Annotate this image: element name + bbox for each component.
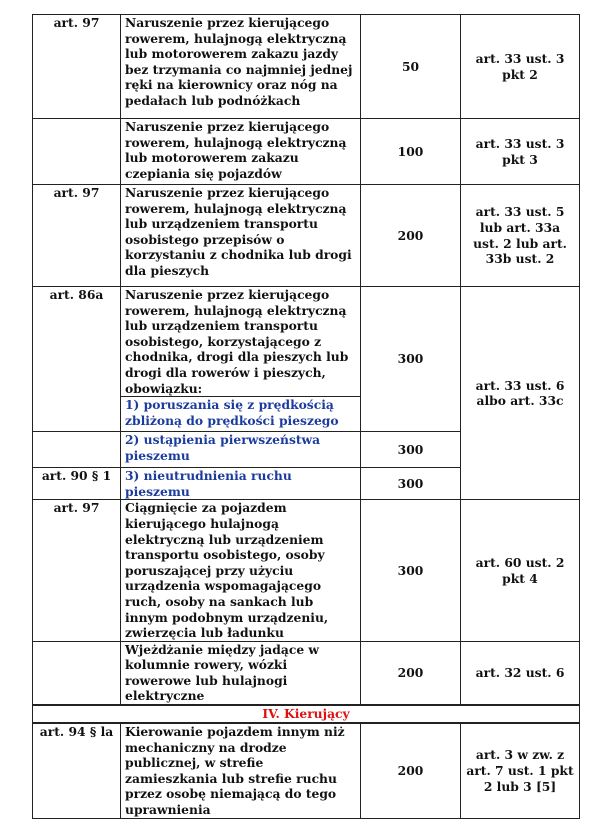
fine-amount: 300 [361,432,461,468]
offense-subitem: 1) poruszania się z prędkością zbliżoną do prędkości pieszego [121,397,361,432]
fine-amount: 300 [361,287,461,432]
legal-basis: art. 60 ust. 2 pkt 4 [461,500,580,641]
offense-description: Ciągnięcie za pojazdem kierującego hulajnogą elektryczną lub urządzeniem transportu osobistego, osoby poruszającej przy użyciu urządzenia wspomagającego ruch, osoby na sankach lub innym podobnym urządzeniu, zwierzęcia lub ładunku [121,500,361,641]
fine-amount: 200 [361,723,461,818]
offense-subitem: 3) nieutrudnienia ruchu pieszemu [121,468,361,500]
legal-basis: art. 32 ust. 6 [461,641,580,705]
legal-basis: art. 33 ust. 5 lub art. 33a ust. 2 lub art. 33b ust. 2 [461,185,580,287]
offense-description: Naruszenie przez kierującego rowerem, hulajnogą elektryczną lub urządzeniem transportu osobistego przepisów o korzystaniu z chodnika lub drogi dla pieszych [121,185,361,287]
table-row [33,185,580,287]
article-cell: art. 94 § la [33,723,121,818]
article-cell: art. 97 [33,500,121,641]
article-cell: art. 97 [33,15,121,119]
article-cell [33,119,121,185]
offense-description: Naruszenie przez kierującego rowerem, hulajnogą elektryczną lub motorowerem zakazu jazdy bez trzymania co najmniej jednej ręki na kierownicy oraz nóg na pedałach lub podnóżkach [121,15,361,119]
legal-basis: art. 3 w zw. z art. 7 ust. 1 pkt 2 lub 3 [5] [461,723,580,818]
table-row [33,287,580,397]
fine-tariff-table [32,14,580,819]
legal-basis: art. 33 ust. 3 pkt 3 [461,119,580,185]
article-cell: art. 97 [33,185,121,287]
section-row [33,705,580,723]
table-row [33,500,580,641]
table-row [33,641,580,705]
table-row [33,119,580,185]
fine-amount: 100 [361,119,461,185]
section-heading: IV. Kierujący [33,705,580,723]
article-cell [33,432,121,468]
offense-description: Naruszenie przez kierującego rowerem, hulajnogą elektryczną lub motorowerem zakazu czepiania się pojazdów [121,119,361,185]
offense-description: Wjeżdżanie między jadące w kolumnie rowery, wózki rowerowe lub hulajnogi elektryczne [121,641,361,705]
offense-description: Kierowanie pojazdem innym niż mechaniczny na drodze publicznej, w strefie zamieszkania lub strefie ruchu przez osobę niemającą do tego uprawnienia [121,723,361,818]
table-row [33,723,580,818]
fine-amount: 300 [361,500,461,641]
article-cell: art. 86a [33,287,121,432]
fine-amount: 200 [361,185,461,287]
offense-subitem: 2) ustąpienia pierwszeństwa pieszemu [121,432,361,468]
table-row [33,15,580,119]
fine-amount: 50 [361,15,461,119]
legal-basis: art. 33 ust. 3 pkt 2 [461,15,580,119]
fine-amount: 200 [361,641,461,705]
fine-amount: 300 [361,468,461,500]
article-cell: art. 90 § 1 [33,468,121,500]
article-cell [33,641,121,705]
legal-basis: art. 33 ust. 6 albo art. 33c [461,287,580,500]
offense-description: Naruszenie przez kierującego rowerem, hulajnogą elektryczną lub urządzeniem transportu osobistego, korzystającego z chodnika, drogi dla pieszych lub drogi dla rowerów i pieszych, obowiązku: [121,287,361,397]
